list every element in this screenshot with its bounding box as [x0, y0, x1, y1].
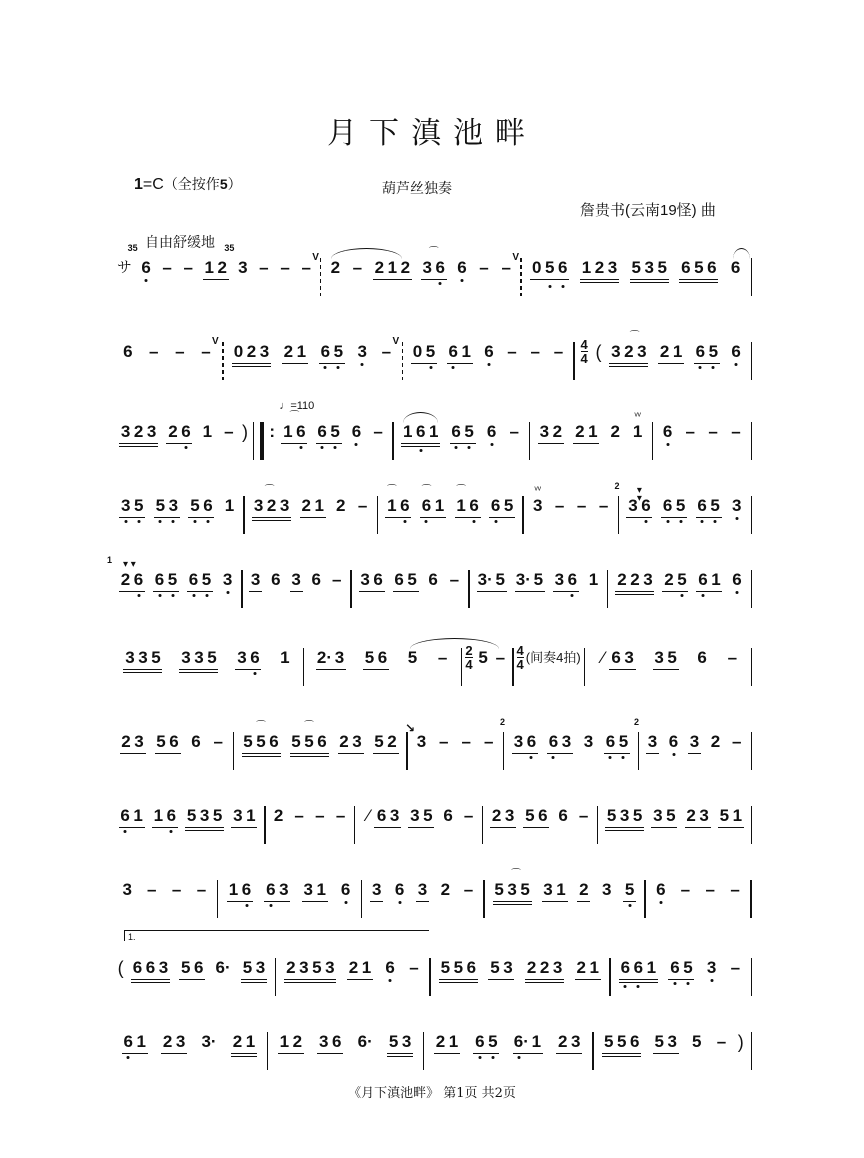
- grace-notes: 2: [614, 481, 620, 491]
- measure: ↘ 3 – – –: [405, 721, 494, 751]
- measure: : ♩=110 ⌒ 1 6 6 5 6 –: [264, 422, 392, 462]
- staff-line-2: [112, 331, 752, 382]
- hold: –: [183, 258, 193, 277]
- accent-marks: ▾ ▾: [636, 485, 642, 504]
- staff-line-7: [112, 717, 752, 772]
- measure: ⁄ 6 3 3 5 6 –: [355, 806, 482, 846]
- barline: [751, 496, 753, 534]
- measure: 1 ▾ ▾ 2 6 6 5 6 5 3: [112, 570, 241, 610]
- hold: –: [162, 258, 172, 277]
- barline: [750, 880, 752, 918]
- measure: 5 5 6 5 3 5 – ): [594, 1032, 751, 1072]
- measure: 5 3 5 3 5 2 3 5 1: [598, 806, 750, 846]
- tempo-expression: 自由舒缓地: [145, 234, 215, 250]
- staff-line-1: [112, 243, 752, 298]
- page-footer: 《月下滇池畔》 第1页 共2页: [348, 1086, 516, 1101]
- measure: 2 – – –: [273, 806, 346, 825]
- volta-label: 1.: [128, 932, 136, 942]
- measure: 6 – – – V: [112, 342, 222, 382]
- note-group: 1 2 3: [580, 258, 619, 283]
- barline: [751, 732, 753, 770]
- note: 6: [729, 258, 742, 278]
- measure: ᵛᵛ 3 – – –: [533, 485, 609, 515]
- measure: 2 3 5 6 6 –: [112, 732, 233, 772]
- measure: 3 – – –: [122, 880, 207, 899]
- barline: [751, 648, 753, 686]
- key-fingering: （全按作: [163, 176, 220, 192]
- measure: 3 6 6 5 6 –: [352, 570, 469, 610]
- measure: サ 35 6 – – 1 2 35 3 – – – V: [112, 258, 320, 298]
- measure: 6 – – –: [646, 880, 751, 920]
- measure: ⁄ 6 3 3 5 6 –: [585, 648, 750, 688]
- accent-marks: ▾ ▾: [122, 559, 136, 570]
- grace-notes: 35: [127, 243, 138, 253]
- measure: ⌒ 1 6 ⌒ 6 1 ⌒ 1 6 6 5: [378, 496, 522, 536]
- grace-notes: 2: [634, 717, 640, 727]
- measure: 2 3 5 3 2 1 6 –: [276, 958, 429, 998]
- barline: [751, 570, 753, 608]
- note: 35 6: [140, 258, 153, 278]
- note-group: 0 5 6: [530, 258, 569, 282]
- barline: [751, 958, 753, 996]
- trill-mark: ᵛᵛ: [634, 411, 641, 422]
- staff-line-6: [112, 643, 752, 688]
- measure: 2 3 5 6 6 –: [483, 806, 597, 846]
- measure: 0 2 3 2 1 6 5 3 – V: [224, 342, 402, 382]
- measure: 3· 5 3· 5 3 6 1: [470, 570, 607, 610]
- slide-mark: ↘: [405, 721, 416, 735]
- measure: 1 6 6 3 3 1 6: [218, 880, 360, 920]
- measure: 2 3 6 6 3 3 6 5: [504, 732, 637, 772]
- measure: 2 3 6 3 2 –: [639, 732, 751, 772]
- key-close: ）: [227, 176, 242, 192]
- measure: 3 6 3 2 –: [362, 880, 483, 920]
- measure: 3 3 5 3 3 5 3 6 1: [112, 648, 303, 688]
- measure: [522, 258, 751, 298]
- instrument-label: 葫芦丝独奏: [382, 180, 452, 196]
- measure: 3 2 3 2 6 1 – ): [112, 422, 253, 462]
- measure: 6 – – –: [653, 422, 750, 462]
- note: 35 3: [224, 243, 248, 277]
- measure: 3 6 3 6 –: [243, 570, 351, 610]
- breath-mark: V: [512, 252, 520, 263]
- measure: 1 2 3 6 6· 5 3: [268, 1032, 423, 1072]
- key-fingering-note: 5: [219, 176, 228, 192]
- note-group: 6 5 6: [679, 258, 718, 283]
- measure: 2· 3 5 6 5 –: [304, 648, 460, 688]
- note: 6: [123, 342, 133, 361]
- staff-line-9: [112, 869, 752, 920]
- measure: 1 6 1 6 5 6 –: [394, 422, 529, 462]
- breath-mark: V: [312, 252, 319, 263]
- measure: 0 5 6 1 6 – – –: [403, 342, 573, 382]
- staff-line-8: [112, 806, 752, 846]
- grace-notes: 35: [224, 243, 235, 253]
- barline: [751, 1032, 753, 1070]
- measure: 6 6 1 6 5 3 –: [611, 958, 751, 998]
- measure: 2 ▾ ▾ 3 6 6 5 6 5 3: [619, 496, 750, 536]
- measure: 4 4 ( ⌒ 3 2 3 2 1 6 5 6: [575, 342, 751, 382]
- barline: [751, 342, 753, 380]
- staff-line-11: [112, 1032, 752, 1072]
- grace-notes: 1: [107, 555, 113, 565]
- measure: ⌒ 5 5 6 ⌒ 5 5 6 2 3 5 2: [234, 732, 406, 772]
- time-signature: 4 4: [580, 337, 588, 366]
- repeat-start-barline: [253, 422, 264, 460]
- note-group: ⌒ 3 6: [421, 258, 447, 282]
- staff-line-3: [112, 400, 752, 462]
- key-pitch: =C: [142, 176, 164, 193]
- measure: 6 1 1 6 5 3 5 3 1: [112, 806, 264, 846]
- measure: 2 2 3 2 5 6 1 6: [608, 570, 750, 610]
- arc-mark: ⌒: [428, 247, 439, 258]
- staff-line-5: [107, 555, 752, 610]
- measure: ⌒ 3 2 3 2 1 2 –: [245, 496, 377, 536]
- breath-mark: V: [392, 336, 400, 347]
- measure: 3 5 5 3 5 6 1: [112, 496, 243, 536]
- measure: 2 – 2 1 2 ⌒ 3 6 6 – – V: [321, 258, 520, 298]
- time-signature: 2 4: [465, 643, 473, 672]
- breath-mark: V: [212, 336, 219, 347]
- free-meter-mark: サ: [116, 259, 132, 276]
- composer-label: 詹贵书(云南19怪) 曲: [580, 202, 716, 219]
- note-group: 5 3 5: [630, 258, 669, 283]
- measure: 3 2 2 1 2 ᵛᵛ 1: [530, 422, 652, 462]
- note: 2: [329, 258, 342, 278]
- measure: ⌒ 5 3 5 3 1 2 3 5: [485, 880, 644, 920]
- measure: 5 5 6 5 3 2 2 3 2 1: [431, 958, 609, 998]
- note: 6: [455, 258, 468, 278]
- key-tonic: 1: [134, 176, 143, 193]
- measure: 2 4 5 –: [465, 643, 506, 672]
- staff-line-4: [112, 481, 752, 536]
- trill-mark: ᵛᵛ: [534, 485, 541, 496]
- score-title: 月下滇池畔: [327, 116, 537, 151]
- interlude-text: (间奏4拍): [525, 650, 581, 665]
- key-signature: [134, 174, 242, 194]
- barline: [751, 806, 753, 844]
- measure: 2 1 6 5 6· 1 2 3: [424, 1032, 592, 1072]
- metronome-mark: ♩=110: [279, 400, 315, 412]
- volta-bracket: [124, 930, 429, 941]
- barline: [751, 422, 753, 460]
- measure: [514, 643, 584, 688]
- time-signature: 4 4: [516, 643, 524, 672]
- staff-line-10: [112, 958, 752, 998]
- note-group: 1 2: [203, 258, 229, 282]
- grace-notes: 2: [499, 717, 505, 727]
- measure: 6 1 2 3 3· 2 1: [112, 1032, 267, 1072]
- barline: [751, 258, 753, 296]
- note-group: 2 1 2: [373, 258, 412, 282]
- measure: ( 6 6 3 5 6 6· 5 3: [112, 958, 275, 998]
